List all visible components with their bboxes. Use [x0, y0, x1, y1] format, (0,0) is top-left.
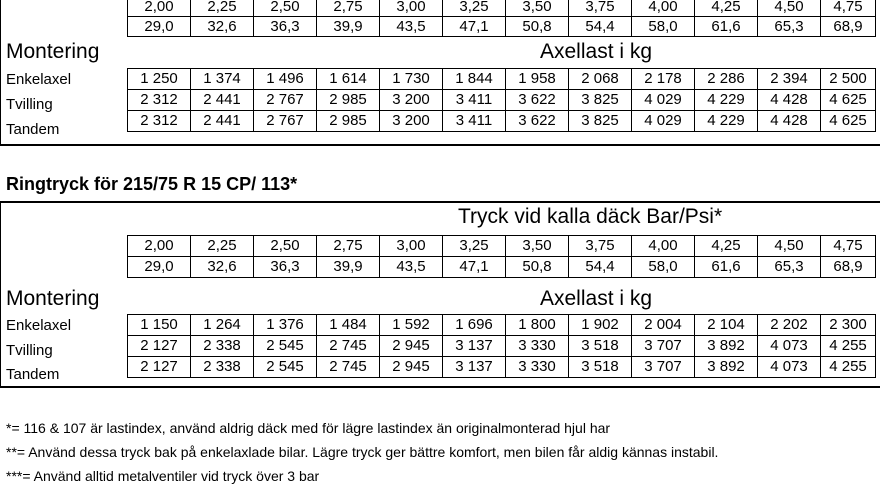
section-bottom-border [0, 386, 880, 388]
row-label-enkelaxel: Enkelaxel [6, 317, 72, 334]
table-cell: 4 625 [821, 90, 876, 111]
table-cell: 29,0 [128, 257, 191, 278]
table-cell: 43,5 [380, 257, 443, 278]
section2-left-border [0, 201, 1, 387]
psi-row [128, 17, 876, 37]
table-cell: 47,1 [443, 257, 506, 278]
table-cell: 47,1 [443, 17, 506, 37]
table-cell: 4,00 [632, 0, 695, 17]
table-cell: 4,50 [758, 0, 821, 17]
table-cell: 2 500 [821, 69, 876, 90]
table-cell: 39,9 [317, 17, 380, 37]
table-cell: 2 338 [191, 357, 254, 378]
table-cell: 1 374 [191, 69, 254, 90]
axle-load-label: Axellast i kg [540, 40, 653, 63]
table-cell: 3,00 [380, 0, 443, 17]
table-cell: 2 985 [317, 90, 380, 111]
table-cell: 50,8 [506, 257, 569, 278]
table-cell: 2 945 [380, 336, 443, 357]
row-label-enkelaxel: Enkelaxel [6, 71, 72, 88]
table-cell: 4 428 [758, 90, 821, 111]
table-cell: 1 376 [254, 315, 317, 336]
table-cell: 4 255 [821, 336, 876, 357]
table-cell: 68,9 [821, 17, 876, 37]
table-cell: 36,3 [254, 257, 317, 278]
table-cell: 3 411 [443, 111, 506, 132]
table-cell: 1 496 [254, 69, 317, 90]
table-cell: 68,9 [821, 257, 876, 278]
table-cell: 4,25 [695, 236, 758, 257]
table-cell: 2 312 [128, 111, 191, 132]
footnote: **= Använd dessa tryck bak på enkelaxlade bilar. Lägre tryck ger bättre komfort, men bilen får aldig kännas instabil. [6, 444, 719, 460]
table-cell: 3 892 [695, 336, 758, 357]
table-cell: 4 428 [758, 111, 821, 132]
table-row [128, 315, 876, 336]
table-cell: 2 745 [317, 336, 380, 357]
row-label-tvilling: Tvilling [6, 342, 53, 359]
section-top-border [0, 201, 880, 203]
table-cell: 3 707 [632, 336, 695, 357]
table-row [128, 336, 876, 357]
table-cell: 3 518 [569, 357, 632, 378]
table-cell: 3 137 [443, 336, 506, 357]
psi-row [128, 257, 876, 278]
table-row [128, 111, 876, 132]
mounting-label: Montering [6, 287, 100, 310]
table-cell: 2 441 [191, 111, 254, 132]
mounting-label: Montering [6, 40, 100, 63]
table-cell: 1 800 [506, 315, 569, 336]
table-cell: 4 255 [821, 357, 876, 378]
table-cell: 1 696 [443, 315, 506, 336]
table-cell: 3,25 [443, 236, 506, 257]
table-cell: 2,00 [128, 0, 191, 17]
table-cell: 2 300 [821, 315, 876, 336]
table-cell: 2,25 [191, 236, 254, 257]
table-cell: 2 767 [254, 111, 317, 132]
table-cell: 4 029 [632, 111, 695, 132]
pressure-header: Tryck vid kalla däck Bar/Psi* [458, 205, 723, 228]
table-cell: 50,8 [506, 17, 569, 37]
section-divider [0, 144, 880, 146]
row-label-tandem: Tandem [6, 366, 60, 383]
table-cell: 36,3 [254, 17, 317, 37]
axle-load-label: Axellast i kg [540, 287, 653, 310]
section2-axle-load-table [127, 314, 876, 378]
table-cell: 2,50 [254, 0, 317, 17]
section1-left-border [0, 0, 1, 144]
table-cell: 61,6 [695, 17, 758, 37]
table-cell: 2 178 [632, 69, 695, 90]
table-cell: 2 745 [317, 357, 380, 378]
table-cell: 1 592 [380, 315, 443, 336]
table-cell: 2 127 [128, 336, 191, 357]
section-title: Ringtryck för 215/75 R 15 CP/ 113* [6, 174, 298, 194]
table-cell: 32,6 [191, 17, 254, 37]
table-cell: 2 004 [632, 315, 695, 336]
table-cell: 2 286 [695, 69, 758, 90]
footnote: ***= Använd alltid metalventiler vid tryck över 3 bar [6, 468, 320, 484]
table-row [128, 69, 876, 90]
table-cell: 3,75 [569, 0, 632, 17]
row-label-tvilling: Tvilling [6, 96, 53, 113]
table-cell: 1 250 [128, 69, 191, 90]
table-cell: 2,75 [317, 236, 380, 257]
table-cell: 54,4 [569, 17, 632, 37]
table-cell: 2 985 [317, 111, 380, 132]
table-cell: 4 029 [632, 90, 695, 111]
table-cell: 65,3 [758, 257, 821, 278]
row-label-tandem: Tandem [6, 121, 60, 138]
table-cell: 2,50 [254, 236, 317, 257]
table-cell: 1 730 [380, 69, 443, 90]
table-cell: 3 825 [569, 111, 632, 132]
section2-pressure-table [127, 235, 876, 278]
table-cell: 2 394 [758, 69, 821, 90]
footnote: *= 116 & 107 är lastindex, använd aldrig däck med för lägre lastindex än originalmonterad hjul har [6, 420, 611, 436]
table-cell: 2 202 [758, 315, 821, 336]
table-cell: 3,25 [443, 0, 506, 17]
table-cell: 29,0 [128, 17, 191, 37]
table-cell: 43,5 [380, 17, 443, 37]
table-cell: 2 338 [191, 336, 254, 357]
table-cell: 3 330 [506, 357, 569, 378]
table-cell: 1 150 [128, 315, 191, 336]
table-cell: 3 518 [569, 336, 632, 357]
table-cell: 61,6 [695, 257, 758, 278]
table-cell: 3,00 [380, 236, 443, 257]
table-cell: 39,9 [317, 257, 380, 278]
table-cell: 2 127 [128, 357, 191, 378]
table-cell: 58,0 [632, 257, 695, 278]
table-cell: 4,25 [695, 0, 758, 17]
table-cell: 3 707 [632, 357, 695, 378]
table-cell: 1 264 [191, 315, 254, 336]
table-cell: 4 229 [695, 90, 758, 111]
table-cell: 65,3 [758, 17, 821, 37]
table-cell: 3 892 [695, 357, 758, 378]
table-cell: 1 484 [317, 315, 380, 336]
table-cell: 3 137 [443, 357, 506, 378]
table-cell: 32,6 [191, 257, 254, 278]
table-cell: 3 622 [506, 111, 569, 132]
table-cell: 4 229 [695, 111, 758, 132]
table-cell: 1 614 [317, 69, 380, 90]
table-row [128, 357, 876, 378]
table-cell: 1 844 [443, 69, 506, 90]
table-cell: 58,0 [632, 17, 695, 37]
section1-axle-load-table [127, 68, 876, 132]
table-cell: 2 545 [254, 357, 317, 378]
table-cell: 3 200 [380, 90, 443, 111]
table-cell: 2 545 [254, 336, 317, 357]
table-cell: 2,25 [191, 0, 254, 17]
table-cell: 2 104 [695, 315, 758, 336]
table-cell: 4 073 [758, 336, 821, 357]
table-cell: 2 767 [254, 90, 317, 111]
bar-row [128, 0, 876, 17]
table-cell: 3 200 [380, 111, 443, 132]
table-cell: 3 411 [443, 90, 506, 111]
table-cell: 2 068 [569, 69, 632, 90]
table-cell: 3 330 [506, 336, 569, 357]
table-cell: 4,75 [821, 236, 876, 257]
table-cell: 2,75 [317, 0, 380, 17]
table-cell: 4 073 [758, 357, 821, 378]
table-cell: 2 945 [380, 357, 443, 378]
table-cell: 3 622 [506, 90, 569, 111]
table-cell: 54,4 [569, 257, 632, 278]
table-cell: 2 441 [191, 90, 254, 111]
table-cell: 4 625 [821, 111, 876, 132]
table-cell: 4,75 [821, 0, 876, 17]
table-cell: 1 902 [569, 315, 632, 336]
table-cell: 1 958 [506, 69, 569, 90]
table-row [128, 90, 876, 111]
table-cell: 4,00 [632, 236, 695, 257]
table-cell: 4,50 [758, 236, 821, 257]
table-cell: 3,50 [506, 0, 569, 17]
table-cell: 3,50 [506, 236, 569, 257]
bar-row [128, 236, 876, 257]
table-cell: 3 825 [569, 90, 632, 111]
table-cell: 3,75 [569, 236, 632, 257]
section1-pressure-table [127, 0, 876, 37]
table-cell: 2 312 [128, 90, 191, 111]
table-cell: 2,00 [128, 236, 191, 257]
